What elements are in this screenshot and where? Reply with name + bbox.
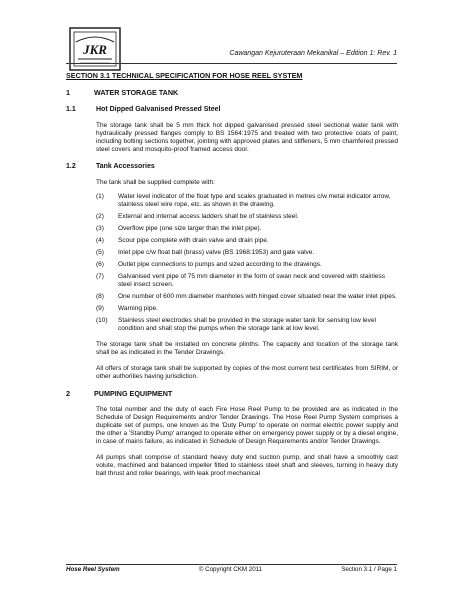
- heading-number: 1.2: [66, 163, 76, 170]
- list-item-text: Outlet pipe connections to pumps and sized according to the drawings.: [118, 261, 322, 268]
- paragraph: All pumps shall comprise of standard heavy duty end suction pump, and shall have a smoothly cast volute, machined and balanced impeller fitted to stainless steel shaft and sleeves, turning in heavy duty ball thrust and roller bearings, with leak proof mechanical: [96, 454, 398, 477]
- footer-copyright: © Copyright CKM 2011: [198, 566, 263, 573]
- heading-number: 1.1: [66, 106, 76, 113]
- heading-1: [66, 89, 398, 97]
- list-item: [96, 273, 398, 289]
- list-item-number: (4): [96, 237, 104, 244]
- list-item-text: Scour pipe complete with drain valve and drain pipe.: [118, 237, 269, 244]
- list-item-number: (5): [96, 249, 104, 256]
- heading-text: WATER STORAGE TANK: [94, 88, 179, 97]
- list-item-number: (8): [96, 293, 104, 300]
- list-item-text: Galvanised vent pipe of 75 mm diameter in the form of swan neck and covered with stainless steel insect screen.: [118, 273, 385, 288]
- paragraph: The tank shall be supplied complete with:: [96, 179, 215, 186]
- list-item-text: Overflow pipe (one size larger than the inlet pipe).: [118, 225, 262, 232]
- accessories-list: [96, 193, 398, 333]
- paragraph: The storage tank shall be installed on concrete plinths. The capacity and location of the storage tank shall be as indicated in the Tender Drawings.: [96, 341, 398, 356]
- heading-text: PUMPING EQUIPMENT: [94, 389, 173, 398]
- list-item-text: External and internal access ladders shall be of stainless steel.: [118, 213, 299, 220]
- document-body: [66, 72, 398, 478]
- list-item: [96, 213, 398, 221]
- heading-number: 1: [66, 88, 70, 97]
- section-title: SECTION 3.1 TECHNICAL SPECIFICATION FOR HOSE REEL SYSTEM: [66, 71, 303, 80]
- list-item-number: (7): [96, 273, 104, 280]
- footer-left: Hose Reel System: [66, 566, 120, 573]
- list-item: [96, 249, 398, 257]
- paragraph: The storage tank shall be 5 mm thick hot dipped galvanised pressed steel sectional water tank with hydraulically pressed flanges comply to BS 1564:1975 and treated with two protective coats of paint, including bolting sections together, jointing with approved plates and stiffeners, 5 mm chamfered pressed steel covers and mosquito-proof framed access door.: [96, 122, 398, 153]
- list-item-text: Warning pipe.: [118, 305, 158, 312]
- jkr-logo: [66, 24, 124, 74]
- list-item-text: Inlet pipe c/w float ball (brass) valve (BS 1968:1953) and gate valve.: [118, 249, 315, 256]
- heading-2: [66, 390, 398, 398]
- list-item: [96, 193, 398, 209]
- paragraph: All offers of storage tank shall be supported by copies of the most current test certificates from SIRIM, or other authorities having jurisdiction.: [96, 365, 398, 380]
- list-item: [96, 293, 398, 301]
- heading-text: Hot Dipped Galvanised Pressed Steel: [96, 106, 221, 113]
- list-item: [96, 237, 398, 245]
- list-item: [96, 261, 398, 269]
- list-item-text: One number of 600 mm diameter manholes with hinged cover situated near the water inlet pipes.: [118, 293, 397, 300]
- list-item-number: (10): [96, 317, 108, 324]
- footer-page-number: Section 3.1 / Page 1: [341, 566, 397, 573]
- list-item-number: (3): [96, 225, 104, 232]
- page-footer: [66, 566, 397, 573]
- list-item-text: Stainless steel electrodes shall be provided in the storage water tank for sensing low level condition and shall stop the pumps when the storage tank at low level.: [118, 317, 376, 332]
- list-item: [96, 317, 398, 333]
- list-item: [96, 305, 398, 313]
- logo-text: JKR: [83, 42, 107, 57]
- list-item-text: Water level indicator of the float type and scales graduated in metres c/w metal indicator arrow, stainless steel wire rope, etc. as shown in the drawing.: [118, 193, 391, 208]
- list-item-number: (2): [96, 213, 104, 220]
- list-item: [96, 225, 398, 233]
- list-item-number: (6): [96, 261, 104, 268]
- heading-number: 2: [66, 389, 70, 398]
- list-item-number: (9): [96, 305, 104, 312]
- heading-1-2: [66, 163, 398, 171]
- paragraph: The total number and the duty of each Fire Hose Reel Pump to be provided are as indicated in the Schedule of Design Requirements and/or Tender Drawings. The Hose Reel Pump System comprises a duplicate set of pumps, one known as the 'Duty Pump' to operate on normal electric power supply and the other a 'Standby Pump' arranged to operate either on emergency power supply or by a diesel engine, in case of mains failure, as indicated in Schedule of Design Requirements and/or Tender Drawings.: [96, 406, 398, 445]
- header-divider: [66, 63, 397, 64]
- header-edition: Cawangan Kejuruteraan Mekanikal – Edition 1: Rev. 1: [229, 50, 397, 57]
- heading-1-1: [66, 106, 398, 114]
- list-item-number: (1): [96, 193, 104, 200]
- heading-text: Tank Accessories: [96, 163, 155, 170]
- footer-divider: [66, 564, 397, 565]
